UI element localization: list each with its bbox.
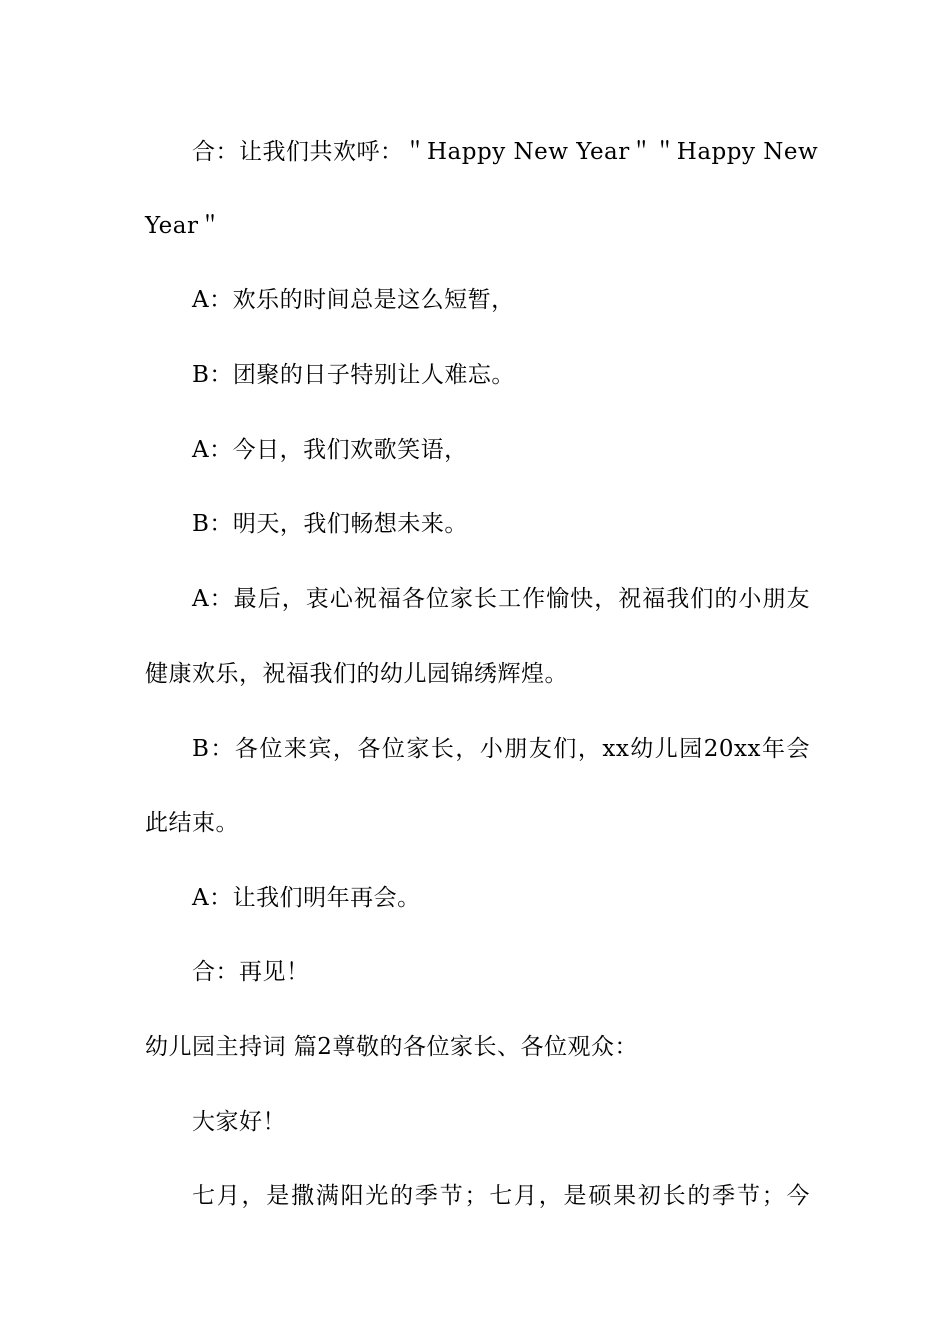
paragraph-line: A：今日，我们欢歌笑语， <box>192 437 468 463</box>
paragraph-line: 七月，是撒满阳光的季节；七月，是硕果初长的季节；今 <box>192 1183 810 1209</box>
paragraph-line: A：让我们明年再会。 <box>192 885 421 911</box>
paragraph-line: B：各位来宾，各位家长，小朋友们，xx幼儿园20xx年会 <box>192 736 810 762</box>
paragraph-line: B：团聚的日子特别让人难忘。 <box>192 362 515 388</box>
paragraph-line: A：欢乐的时间总是这么短暂， <box>192 287 515 313</box>
paragraph-line: 合：再见！ <box>192 959 310 985</box>
paragraph-line: 健康欢乐，祝福我们的幼儿园锦绣辉煌。 <box>145 661 568 687</box>
paragraph-line: B：明天，我们畅想未来。 <box>192 511 468 537</box>
paragraph-line: 此结束。 <box>145 810 239 836</box>
paragraph-line: 合：让我们共欢呼：＂Happy New Year＂＂Happy New <box>192 139 819 165</box>
paragraph-line: Year＂ <box>145 213 223 239</box>
section-heading: 幼儿园主持词 篇2尊敬的各位家长、各位观众： <box>145 1034 638 1060</box>
paragraph-line: A：最后，衷心祝福各位家长工作愉快，祝福我们的小朋友 <box>192 586 810 612</box>
paragraph-line: 大家好！ <box>192 1109 286 1135</box>
